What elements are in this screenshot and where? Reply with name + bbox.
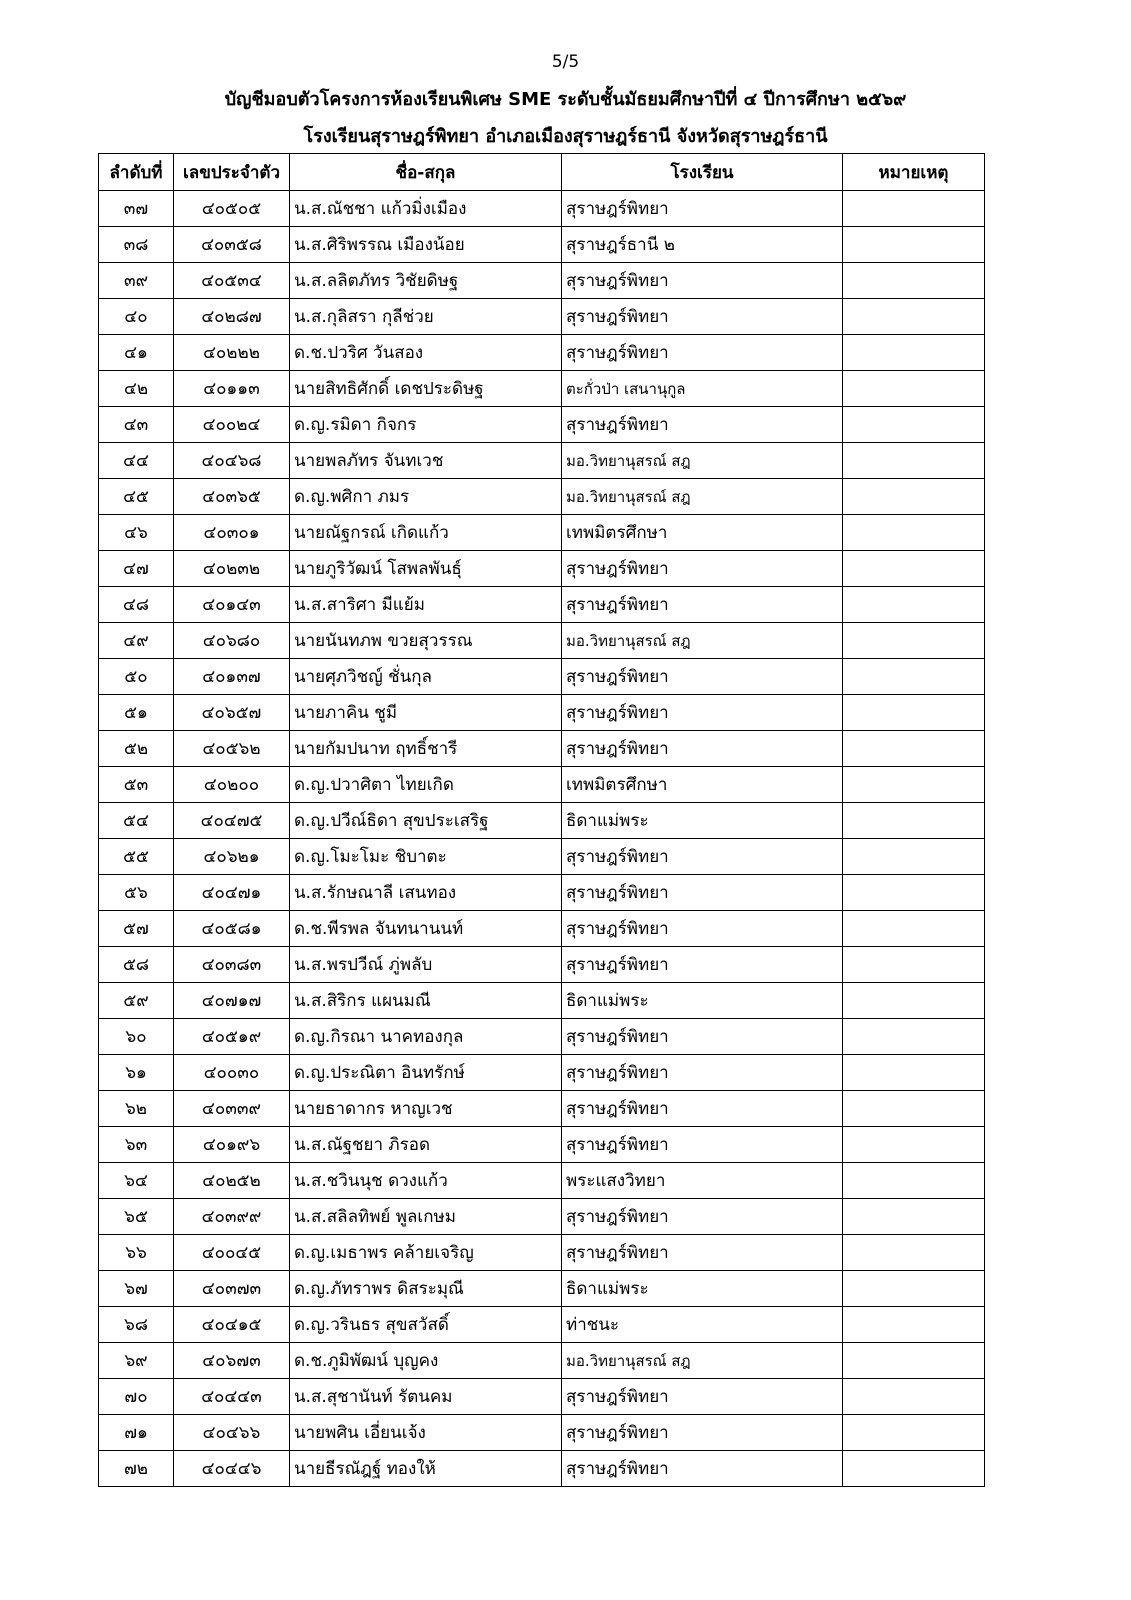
table-row bbox=[99, 947, 985, 983]
table-row bbox=[99, 335, 985, 371]
cell-student-id: ๔๐๐๔๕ bbox=[174, 1235, 290, 1271]
cell-school: สุราษฎร์พิทยา bbox=[562, 263, 843, 299]
header-full-name: ชื่อ-สกุล bbox=[290, 154, 562, 191]
cell-full-name: ด.ช.พีรพล จันทนานนท์ bbox=[290, 911, 562, 947]
cell-full-name: นายธาดากร หาญเวช bbox=[290, 1091, 562, 1127]
cell-number: ๕๕ bbox=[99, 839, 174, 875]
cell-school: สุราษฎร์พิทยา bbox=[562, 1091, 843, 1127]
cell-student-id: ๔๐๕๑๙ bbox=[174, 1019, 290, 1055]
cell-student-id: ๔๐๖๕๗ bbox=[174, 695, 290, 731]
cell-full-name: ด.ญ.ประณิตา อินทรักษ์ bbox=[290, 1055, 562, 1091]
cell-remarks bbox=[843, 1343, 985, 1379]
cell-number: ๖๘ bbox=[99, 1307, 174, 1343]
cell-number: ๔๙ bbox=[99, 623, 174, 659]
cell-student-id: ๔๐๔๗๑ bbox=[174, 875, 290, 911]
cell-number: ๕๗ bbox=[99, 911, 174, 947]
cell-number: ๕๐ bbox=[99, 659, 174, 695]
cell-remarks bbox=[843, 1091, 985, 1127]
cell-student-id: ๔๐๕๐๕ bbox=[174, 191, 290, 227]
cell-remarks bbox=[843, 1451, 985, 1487]
cell-school: สุราษฎร์พิทยา bbox=[562, 695, 843, 731]
cell-number: ๖๓ bbox=[99, 1127, 174, 1163]
cell-remarks bbox=[843, 947, 985, 983]
table-row bbox=[99, 443, 985, 479]
cell-school: ธิดาแม่พระ bbox=[562, 803, 843, 839]
cell-remarks bbox=[843, 1415, 985, 1451]
cell-student-id: ๔๐๕๖๒ bbox=[174, 731, 290, 767]
table-row bbox=[99, 875, 985, 911]
cell-student-id: ๔๐๔๗๕ bbox=[174, 803, 290, 839]
cell-full-name: น.ส.สาริศา มีแย้ม bbox=[290, 587, 562, 623]
table-row bbox=[99, 1199, 985, 1235]
cell-school: ท่าชนะ bbox=[562, 1307, 843, 1343]
document-title: บัญชีมอบตัวโครงการห้องเรียนพิเศษ SME ระดับชั้นมัธยมศึกษาปีที่ ๔ ปีการศึกษา ๒๕๖๙ bbox=[224, 89, 907, 110]
table-row bbox=[99, 731, 985, 767]
table-row bbox=[99, 659, 985, 695]
cell-number: ๕๑ bbox=[99, 695, 174, 731]
cell-school: มอ.วิทยานุสรณ์ สฎ bbox=[562, 443, 843, 479]
cell-full-name: นายศุภวิชญ์ ชั่นกุล bbox=[290, 659, 562, 695]
cell-school: สุราษฎร์พิทยา bbox=[562, 551, 843, 587]
cell-remarks bbox=[843, 443, 985, 479]
cell-student-id: ๔๐๑๔๓ bbox=[174, 587, 290, 623]
cell-full-name: ด.ญ.เมธาพร คล้ายเจริญ bbox=[290, 1235, 562, 1271]
page-number: 5/5 bbox=[551, 52, 580, 72]
cell-student-id: ๔๐๔๔๖ bbox=[174, 1451, 290, 1487]
cell-full-name: น.ส.สุชานันท์ รัตนคม bbox=[290, 1379, 562, 1415]
cell-remarks bbox=[843, 551, 985, 587]
table-row bbox=[99, 1163, 985, 1199]
header-school: โรงเรียน bbox=[562, 154, 843, 191]
cell-full-name: น.ส.ชวินนุช ดวงแก้ว bbox=[290, 1163, 562, 1199]
cell-school: สุราษฎร์พิทยา bbox=[562, 1451, 843, 1487]
cell-student-id: ๔๐๐๒๔ bbox=[174, 407, 290, 443]
cell-full-name: นายธีรณัฎฐ์ ทองให้ bbox=[290, 1451, 562, 1487]
cell-school: สุราษฎร์พิทยา bbox=[562, 1415, 843, 1451]
cell-school: สุราษฎร์พิทยา bbox=[562, 1235, 843, 1271]
cell-number: ๕๖ bbox=[99, 875, 174, 911]
cell-remarks bbox=[843, 1019, 985, 1055]
cell-full-name: นายกัมปนาท ฤทธิ์ชารี bbox=[290, 731, 562, 767]
cell-student-id: ๔๐๒๓๒ bbox=[174, 551, 290, 587]
cell-number: ๔๘ bbox=[99, 587, 174, 623]
cell-number: ๕๒ bbox=[99, 731, 174, 767]
cell-remarks bbox=[843, 1163, 985, 1199]
table-row bbox=[99, 1343, 985, 1379]
cell-number: ๖๖ bbox=[99, 1235, 174, 1271]
cell-school: สุราษฎร์พิทยา bbox=[562, 587, 843, 623]
cell-student-id: ๔๐๒๕๒ bbox=[174, 1163, 290, 1199]
header-number: ลำดับที่ bbox=[99, 154, 174, 191]
table-body bbox=[99, 191, 985, 1487]
cell-remarks bbox=[843, 1127, 985, 1163]
document-subtitle: โรงเรียนสุราษฎร์พิทยา อำเภอเมืองสุราษฎร์ธานี จังหวัดสุราษฎร์ธานี bbox=[303, 126, 828, 147]
cell-full-name: นายพศิน เอี่ยนเจ้ง bbox=[290, 1415, 562, 1451]
table-row bbox=[99, 1019, 985, 1055]
cell-remarks bbox=[843, 263, 985, 299]
cell-number: ๓๗ bbox=[99, 191, 174, 227]
cell-full-name: นายสิทธิศักดิ์ เดชประดิษฐ bbox=[290, 371, 562, 407]
table-row bbox=[99, 695, 985, 731]
cell-remarks bbox=[843, 1055, 985, 1091]
cell-school: สุราษฎร์พิทยา bbox=[562, 659, 843, 695]
cell-remarks bbox=[843, 191, 985, 227]
cell-student-id: ๔๐๑๙๖ bbox=[174, 1127, 290, 1163]
cell-number: ๔๖ bbox=[99, 515, 174, 551]
cell-school: ธิดาแม่พระ bbox=[562, 1271, 843, 1307]
cell-school: สุราษฎร์พิทยา bbox=[562, 335, 843, 371]
table-row bbox=[99, 587, 985, 623]
cell-student-id: ๔๐๒๒๒ bbox=[174, 335, 290, 371]
table-row bbox=[99, 1415, 985, 1451]
cell-remarks bbox=[843, 587, 985, 623]
cell-remarks bbox=[843, 1199, 985, 1235]
cell-school: มอ.วิทยานุสรณ์ สฎ bbox=[562, 623, 843, 659]
cell-number: ๖๒ bbox=[99, 1091, 174, 1127]
table-row bbox=[99, 983, 985, 1019]
cell-school: ธิดาแม่พระ bbox=[562, 983, 843, 1019]
cell-number: ๔๓ bbox=[99, 407, 174, 443]
cell-number: ๔๐ bbox=[99, 299, 174, 335]
cell-full-name: นายนันทภพ ขวยสุวรรณ bbox=[290, 623, 562, 659]
cell-student-id: ๔๐๗๑๗ bbox=[174, 983, 290, 1019]
cell-full-name: น.ส.ณัชชา แก้วมิ่งเมือง bbox=[290, 191, 562, 227]
table-row bbox=[99, 839, 985, 875]
roster-table bbox=[98, 153, 985, 1487]
cell-number: ๔๕ bbox=[99, 479, 174, 515]
cell-number: ๕๔ bbox=[99, 803, 174, 839]
cell-full-name: น.ส.รักษณาลี เสนทอง bbox=[290, 875, 562, 911]
cell-student-id: ๔๐๑๓๗ bbox=[174, 659, 290, 695]
cell-full-name: ด.ญ.วรินธร สุขสวัสดิ์ bbox=[290, 1307, 562, 1343]
cell-school: สุราษฎร์พิทยา bbox=[562, 191, 843, 227]
cell-remarks bbox=[843, 767, 985, 803]
cell-student-id: ๔๐๒๘๗ bbox=[174, 299, 290, 335]
cell-school: สุราษฎร์พิทยา bbox=[562, 1199, 843, 1235]
cell-remarks bbox=[843, 1379, 985, 1415]
cell-remarks bbox=[843, 335, 985, 371]
cell-remarks bbox=[843, 731, 985, 767]
cell-number: ๓๘ bbox=[99, 227, 174, 263]
cell-number: ๔๒ bbox=[99, 371, 174, 407]
cell-full-name: ด.ญ.กิรณา นาคทองกุล bbox=[290, 1019, 562, 1055]
table-row bbox=[99, 1451, 985, 1487]
table-row bbox=[99, 407, 985, 443]
table-row bbox=[99, 767, 985, 803]
cell-school: สุราษฎร์พิทยา bbox=[562, 1127, 843, 1163]
cell-number: ๖๔ bbox=[99, 1163, 174, 1199]
cell-school: สุราษฎร์ธานี ๒ bbox=[562, 227, 843, 263]
cell-school: สุราษฎร์พิทยา bbox=[562, 947, 843, 983]
table-row bbox=[99, 515, 985, 551]
table-row bbox=[99, 623, 985, 659]
cell-school: มอ.วิทยานุสรณ์ สฎ bbox=[562, 479, 843, 515]
cell-number: ๖๐ bbox=[99, 1019, 174, 1055]
cell-school: เทพมิตรศึกษา bbox=[562, 515, 843, 551]
cell-number: ๖๑ bbox=[99, 1055, 174, 1091]
cell-full-name: นายภูริวัฒน์ โสพลพันธุ์ bbox=[290, 551, 562, 587]
cell-school: พระแสงวิทยา bbox=[562, 1163, 843, 1199]
cell-full-name: ด.ญ.รมิดา กิจกร bbox=[290, 407, 562, 443]
cell-school: สุราษฎร์พิทยา bbox=[562, 875, 843, 911]
cell-student-id: ๔๐๓๗๓ bbox=[174, 1271, 290, 1307]
table-row bbox=[99, 227, 985, 263]
cell-number: ๕๓ bbox=[99, 767, 174, 803]
cell-school: สุราษฎร์พิทยา bbox=[562, 1379, 843, 1415]
cell-remarks bbox=[843, 371, 985, 407]
cell-number: ๔๔ bbox=[99, 443, 174, 479]
table-row bbox=[99, 371, 985, 407]
cell-remarks bbox=[843, 479, 985, 515]
cell-remarks bbox=[843, 659, 985, 695]
cell-student-id: ๔๐๖๘๐ bbox=[174, 623, 290, 659]
cell-school: สุราษฎร์พิทยา bbox=[562, 299, 843, 335]
cell-remarks bbox=[843, 875, 985, 911]
cell-full-name: น.ส.ณัฐชยา ภิรอด bbox=[290, 1127, 562, 1163]
cell-remarks bbox=[843, 1307, 985, 1343]
cell-full-name: ด.ญ.ภัทราพร ดิสระมุณี bbox=[290, 1271, 562, 1307]
cell-student-id: ๔๐๐๓๐ bbox=[174, 1055, 290, 1091]
cell-full-name: นายณัฐกรณ์ เกิดแก้ว bbox=[290, 515, 562, 551]
cell-number: ๔๗ bbox=[99, 551, 174, 587]
table-row bbox=[99, 1091, 985, 1127]
cell-remarks bbox=[843, 803, 985, 839]
cell-student-id: ๔๐๓๖๕ bbox=[174, 479, 290, 515]
cell-remarks bbox=[843, 911, 985, 947]
table-row bbox=[99, 263, 985, 299]
cell-school: สุราษฎร์พิทยา bbox=[562, 407, 843, 443]
cell-number: ๔๑ bbox=[99, 335, 174, 371]
cell-remarks bbox=[843, 227, 985, 263]
table-row bbox=[99, 1055, 985, 1091]
cell-number: ๖๙ bbox=[99, 1343, 174, 1379]
cell-remarks bbox=[843, 515, 985, 551]
cell-full-name: ด.ญ.พศิกา ภมร bbox=[290, 479, 562, 515]
cell-school: สุราษฎร์พิทยา bbox=[562, 839, 843, 875]
table-row bbox=[99, 1307, 985, 1343]
cell-school: มอ.วิทยานุสรณ์ สฎ bbox=[562, 1343, 843, 1379]
cell-student-id: ๔๐๔๔๓ bbox=[174, 1379, 290, 1415]
header-remarks: หมายเหตุ bbox=[843, 154, 985, 191]
cell-student-id: ๔๐๓๘๓ bbox=[174, 947, 290, 983]
cell-school: สุราษฎร์พิทยา bbox=[562, 1055, 843, 1091]
table-row bbox=[99, 1379, 985, 1415]
cell-full-name: ด.ญ.โมะโมะ ชิบาตะ bbox=[290, 839, 562, 875]
cell-full-name: น.ส.กุลิสรา กุลีช่วย bbox=[290, 299, 562, 335]
cell-school: สุราษฎร์พิทยา bbox=[562, 1019, 843, 1055]
cell-student-id: ๔๐๖๒๑ bbox=[174, 839, 290, 875]
table-row bbox=[99, 551, 985, 587]
cell-remarks bbox=[843, 299, 985, 335]
cell-student-id: ๔๐๑๑๓ bbox=[174, 371, 290, 407]
cell-number: ๖๗ bbox=[99, 1271, 174, 1307]
cell-full-name: นายภาคิน ชูมี bbox=[290, 695, 562, 731]
cell-remarks bbox=[843, 839, 985, 875]
cell-student-id: ๔๐๓๕๘ bbox=[174, 227, 290, 263]
cell-remarks bbox=[843, 407, 985, 443]
cell-student-id: ๔๐๓๙๙ bbox=[174, 1199, 290, 1235]
cell-number: ๗๑ bbox=[99, 1415, 174, 1451]
table-row bbox=[99, 479, 985, 515]
cell-full-name: น.ส.พรปวีณ์ ภู่พลับ bbox=[290, 947, 562, 983]
cell-number: ๖๕ bbox=[99, 1199, 174, 1235]
cell-school: ตะกั่วป่า เสนานุกูล bbox=[562, 371, 843, 407]
cell-student-id: ๔๐๓๓๙ bbox=[174, 1091, 290, 1127]
cell-student-id: ๔๐๕๘๑ bbox=[174, 911, 290, 947]
header-student-id: เลขประจำตัว bbox=[174, 154, 290, 191]
cell-student-id: ๔๐๓๐๑ bbox=[174, 515, 290, 551]
cell-school: เทพมิตรศึกษา bbox=[562, 767, 843, 803]
cell-number: ๕๙ bbox=[99, 983, 174, 1019]
cell-remarks bbox=[843, 983, 985, 1019]
table-row bbox=[99, 299, 985, 335]
cell-full-name: นายพลภัทร จันทเวช bbox=[290, 443, 562, 479]
cell-remarks bbox=[843, 695, 985, 731]
table-row bbox=[99, 803, 985, 839]
cell-full-name: ด.ญ.ปวีณ์ธิดา สุขประเสริฐ bbox=[290, 803, 562, 839]
cell-student-id: ๔๐๔๑๕ bbox=[174, 1307, 290, 1343]
cell-full-name: น.ส.สลิลทิพย์ พูลเกษม bbox=[290, 1199, 562, 1235]
cell-full-name: ด.ญ.ปวาศิตา ไทยเกิด bbox=[290, 767, 562, 803]
cell-remarks bbox=[843, 1271, 985, 1307]
cell-student-id: ๔๐๖๗๓ bbox=[174, 1343, 290, 1379]
cell-number: ๕๘ bbox=[99, 947, 174, 983]
cell-full-name: น.ส.ลลิตภัทร วิชัยดิษฐ bbox=[290, 263, 562, 299]
cell-student-id: ๔๐๒๐๐ bbox=[174, 767, 290, 803]
table-row bbox=[99, 1127, 985, 1163]
table-row bbox=[99, 1235, 985, 1271]
cell-number: ๗๒ bbox=[99, 1451, 174, 1487]
cell-number: ๓๙ bbox=[99, 263, 174, 299]
cell-student-id: ๔๐๔๖๖ bbox=[174, 1415, 290, 1451]
cell-full-name: ด.ช.ปวริศ วันสอง bbox=[290, 335, 562, 371]
cell-student-id: ๔๐๕๓๔ bbox=[174, 263, 290, 299]
cell-remarks bbox=[843, 1235, 985, 1271]
cell-full-name: น.ส.สิริกร แผนมณี bbox=[290, 983, 562, 1019]
cell-school: สุราษฎร์พิทยา bbox=[562, 731, 843, 767]
cell-number: ๗๐ bbox=[99, 1379, 174, 1415]
cell-full-name: น.ส.ศิริพรรณ เมืองน้อย bbox=[290, 227, 562, 263]
table-row bbox=[99, 1271, 985, 1307]
cell-remarks bbox=[843, 623, 985, 659]
table-row bbox=[99, 191, 985, 227]
cell-student-id: ๔๐๔๖๘ bbox=[174, 443, 290, 479]
cell-school: สุราษฎร์พิทยา bbox=[562, 911, 843, 947]
table-row bbox=[99, 911, 985, 947]
table-header-row bbox=[99, 154, 985, 191]
cell-full-name: ด.ช.ภูมิพัฒน์ บุญคง bbox=[290, 1343, 562, 1379]
